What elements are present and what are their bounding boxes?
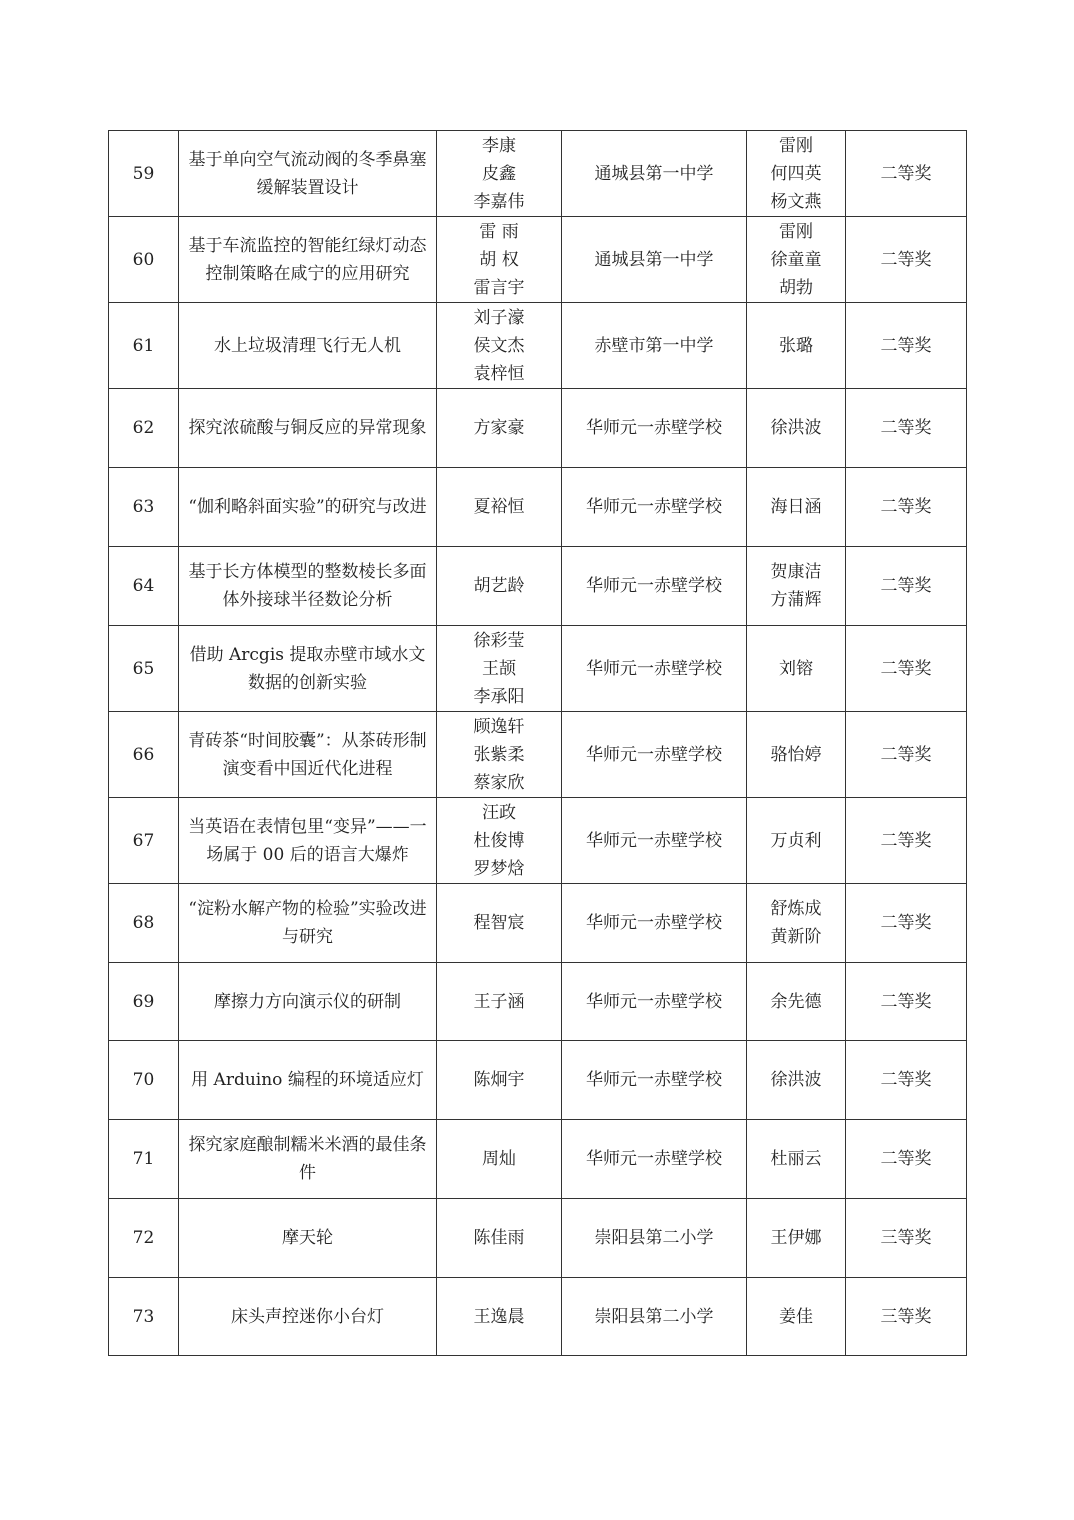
award-level: 二等奖 — [846, 712, 967, 798]
teacher-name: 余先德 — [770, 991, 822, 1012]
student-name: 汪政 — [482, 802, 516, 823]
school-name: 华师元一赤壁学校 — [562, 547, 747, 626]
teacher-name: 万贞利 — [770, 830, 822, 851]
student-name: 王逸晨 — [473, 1306, 525, 1327]
teacher-name: 徐童童 — [770, 249, 822, 270]
students-cell — [437, 1120, 562, 1199]
student-name: 王子涵 — [473, 991, 525, 1012]
teacher-name: 雷刚 — [779, 135, 813, 156]
teachers-cell — [747, 1120, 846, 1199]
teacher-name: 贺康洁 — [770, 562, 822, 582]
student-name: 胡 权 — [479, 249, 519, 270]
students-cell — [437, 884, 562, 963]
students-cell — [437, 1199, 562, 1278]
student-name: 张紫柔 — [473, 744, 525, 765]
school-name: 崇阳县第二小学 — [562, 1199, 747, 1278]
row-number: 70 — [109, 1041, 179, 1120]
school-name: 华师元一赤壁学校 — [562, 884, 747, 963]
school-name: 华师元一赤壁学校 — [562, 389, 747, 468]
teachers-cell — [747, 798, 846, 884]
student-name: 李承阳 — [473, 686, 525, 707]
teacher-name: 骆怡婷 — [770, 744, 822, 765]
row-number: 69 — [109, 963, 179, 1041]
award-level: 二等奖 — [846, 1120, 967, 1199]
table-row — [109, 1041, 967, 1120]
teacher-name: 杜丽云 — [770, 1149, 822, 1169]
teachers-cell — [747, 217, 846, 303]
project-title: 探究家庭酿制糯米米酒的最佳条件 — [179, 1120, 437, 1199]
school-name: 华师元一赤壁学校 — [562, 798, 747, 884]
students-cell — [437, 1041, 562, 1120]
student-name: 刘子濠 — [473, 307, 525, 328]
student-name: 罗梦焓 — [473, 858, 525, 879]
student-name: 杜俊博 — [473, 830, 525, 851]
students-cell — [437, 626, 562, 712]
table-row — [109, 217, 967, 303]
award-level: 二等奖 — [846, 131, 967, 217]
teachers-cell — [747, 131, 846, 217]
teachers-cell — [747, 712, 846, 798]
student-name: 徐彩莹 — [473, 630, 525, 651]
row-number: 71 — [109, 1120, 179, 1199]
teachers-cell — [747, 963, 846, 1041]
row-number: 72 — [109, 1199, 179, 1278]
student-name: 陈佳雨 — [473, 1228, 525, 1248]
school-name: 华师元一赤壁学校 — [562, 1120, 747, 1199]
award-level: 三等奖 — [846, 1278, 967, 1356]
project-title: 床头声控迷你小台灯 — [179, 1278, 437, 1356]
award-level: 二等奖 — [846, 1041, 967, 1120]
teachers-cell — [747, 1041, 846, 1120]
project-title: “淀粉水解产物的检验”实验改进与研究 — [179, 884, 437, 963]
table-row — [109, 547, 967, 626]
school-name: 赤壁市第一中学 — [562, 303, 747, 389]
student-name: 顾逸轩 — [473, 716, 525, 737]
students-cell — [437, 303, 562, 389]
teachers-cell — [747, 1199, 846, 1278]
students-cell — [437, 131, 562, 217]
teacher-name: 徐洪波 — [770, 418, 822, 438]
project-title: 基于单向空气流动阀的冬季鼻塞缓解装置设计 — [179, 131, 437, 217]
teacher-name: 张璐 — [779, 335, 813, 356]
project-title: 水上垃圾清理飞行无人机 — [179, 303, 437, 389]
student-name: 陈炯宇 — [473, 1070, 525, 1090]
awards-table — [108, 130, 967, 1356]
row-number: 68 — [109, 884, 179, 963]
award-level: 二等奖 — [846, 963, 967, 1041]
student-name: 雷言宇 — [473, 277, 525, 298]
school-name: 华师元一赤壁学校 — [562, 963, 747, 1041]
award-level: 二等奖 — [846, 217, 967, 303]
row-number: 62 — [109, 389, 179, 468]
teacher-name: 姜佳 — [779, 1306, 813, 1327]
teachers-cell — [747, 1278, 846, 1356]
row-number: 59 — [109, 131, 179, 217]
project-title: “伽利略斜面实验”的研究与改进 — [179, 468, 437, 547]
project-title: 青砖茶“时间胶囊”：从茶砖形制演变看中国近代化进程 — [179, 712, 437, 798]
teachers-cell — [747, 626, 846, 712]
teacher-name: 杨文燕 — [770, 191, 822, 212]
teacher-name: 胡勃 — [779, 277, 813, 298]
teacher-name: 雷刚 — [779, 221, 813, 242]
student-name: 胡艺龄 — [473, 576, 525, 596]
student-name: 蔡家欣 — [473, 772, 525, 793]
award-level: 二等奖 — [846, 303, 967, 389]
teachers-cell — [747, 303, 846, 389]
school-name: 华师元一赤壁学校 — [562, 626, 747, 712]
project-title: 基于车流监控的智能红绿灯动态控制策略在咸宁的应用研究 — [179, 217, 437, 303]
row-number: 61 — [109, 303, 179, 389]
row-number: 73 — [109, 1278, 179, 1356]
project-title: 用 Arduino 编程的环境适应灯 — [179, 1041, 437, 1120]
award-level: 二等奖 — [846, 389, 967, 468]
table-row — [109, 884, 967, 963]
project-title: 探究浓硫酸与铜反应的异常现象 — [179, 389, 437, 468]
student-name: 袁梓恒 — [473, 363, 525, 384]
project-title: 基于长方体模型的整数棱长多面体外接球半径数论分析 — [179, 547, 437, 626]
teacher-name: 何四英 — [770, 163, 822, 184]
row-number: 60 — [109, 217, 179, 303]
teachers-cell — [747, 884, 846, 963]
project-title: 摩天轮 — [179, 1199, 437, 1278]
students-cell — [437, 468, 562, 547]
award-level: 三等奖 — [846, 1199, 967, 1278]
table-row — [109, 1278, 967, 1356]
table-row — [109, 626, 967, 712]
award-level: 二等奖 — [846, 884, 967, 963]
student-name: 李嘉伟 — [473, 191, 525, 212]
table-row — [109, 1199, 967, 1278]
table-row — [109, 468, 967, 547]
teacher-name: 王伊娜 — [770, 1228, 822, 1248]
row-number: 64 — [109, 547, 179, 626]
teacher-name: 徐洪波 — [770, 1070, 822, 1090]
row-number: 63 — [109, 468, 179, 547]
school-name: 华师元一赤壁学校 — [562, 468, 747, 547]
teacher-name: 海日涵 — [770, 497, 822, 517]
student-name: 王颉 — [482, 658, 516, 679]
student-name: 夏裕恒 — [473, 497, 525, 517]
school-name: 华师元一赤壁学校 — [562, 1041, 747, 1120]
students-cell — [437, 389, 562, 468]
teachers-cell — [747, 468, 846, 547]
table-row — [109, 303, 967, 389]
school-name: 华师元一赤壁学校 — [562, 712, 747, 798]
students-cell — [437, 217, 562, 303]
student-name: 方家豪 — [473, 418, 525, 438]
table-row — [109, 963, 967, 1041]
teachers-cell — [747, 547, 846, 626]
table-row — [109, 131, 967, 217]
school-name: 通城县第一中学 — [562, 217, 747, 303]
students-cell — [437, 1278, 562, 1356]
project-title: 借助 Arcgis 提取赤壁市域水文数据的创新实验 — [179, 626, 437, 712]
student-name: 皮鑫 — [482, 163, 516, 184]
teacher-name: 黄新阶 — [770, 927, 822, 947]
student-name: 李康 — [482, 135, 516, 156]
award-level: 二等奖 — [846, 547, 967, 626]
row-number: 67 — [109, 798, 179, 884]
student-name: 雷 雨 — [479, 221, 519, 242]
table-row — [109, 389, 967, 468]
teacher-name: 舒炼成 — [770, 899, 822, 919]
school-name: 崇阳县第二小学 — [562, 1278, 747, 1356]
row-number: 65 — [109, 626, 179, 712]
project-title: 摩擦力方向演示仪的研制 — [179, 963, 437, 1041]
award-level: 二等奖 — [846, 468, 967, 547]
students-cell — [437, 547, 562, 626]
award-level: 二等奖 — [846, 798, 967, 884]
award-level: 二等奖 — [846, 626, 967, 712]
school-name: 通城县第一中学 — [562, 131, 747, 217]
row-number: 66 — [109, 712, 179, 798]
table-row — [109, 712, 967, 798]
table-row — [109, 1120, 967, 1199]
student-name: 侯文杰 — [473, 335, 525, 356]
teachers-cell — [747, 389, 846, 468]
students-cell — [437, 712, 562, 798]
project-title: 当英语在表情包里“变异”——一场属于 00 后的语言大爆炸 — [179, 798, 437, 884]
student-name: 周灿 — [482, 1149, 516, 1169]
students-cell — [437, 963, 562, 1041]
table-row — [109, 798, 967, 884]
students-cell — [437, 798, 562, 884]
teacher-name: 方蒲辉 — [770, 590, 822, 610]
student-name: 程智宸 — [473, 913, 525, 933]
teacher-name: 刘镕 — [779, 658, 813, 679]
